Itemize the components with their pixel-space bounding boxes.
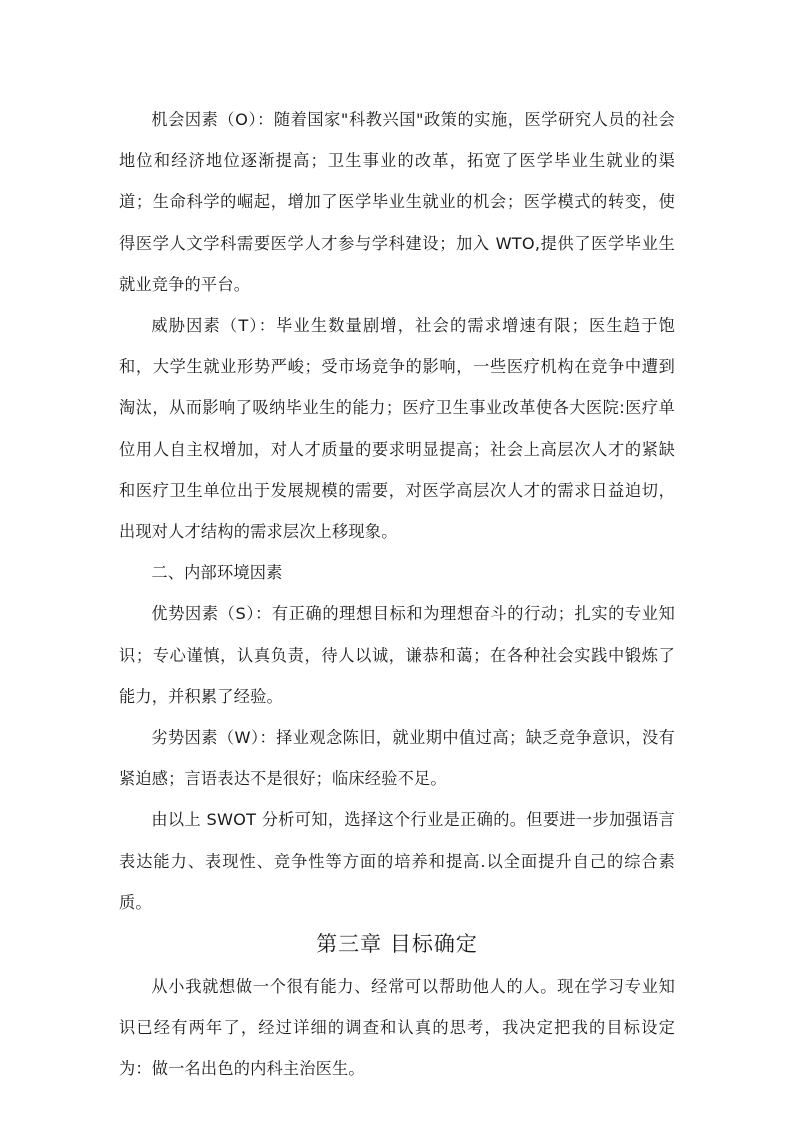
paragraph-opportunity: 机会因素（O）：随着国家"科教兴国"政策的实施，医学研究人员的社会地位和经济地位逐渐提高；卫生事业的改革，拓宽了医学毕业生就业的渠道；生命科学的崛起，增加了医学毕业生就业的机会；医学模式的转变，使得医学人文学科需要医学人才参与学科建设；加入 WTO,提供了医学毕业生就业竞争的平台。 [119,110,675,294]
section-heading-internal: 二、内部环境因素 [151,563,283,583]
paragraph-strength: 优势因素（S）：有正确的理想目标和为理想奋斗的行动；扎实的专业知识；专心谨慎，认真负责，待人以诚，谦恭和蔼；在各种社会实践中锻炼了能力，并积累了经验。 [119,604,675,706]
chapter-heading: 第三章 目标确定 [316,932,478,957]
paragraph-goal: 从小我就想做一个很有能力、经常可以帮助他人的人。现在学习专业知识已经有两年了，经过详细的调查和认真的思考，我决定把我的目标设定为：做一名出色的内科主治医生。 [119,977,675,1079]
document-body [119,99,675,1090]
paragraph-threat: 威胁因素（T）：毕业生数量剧增，社会的需求增速有限；医生趋于饱和，大学生就业形势严峻；受市场竞争的影响，一些医疗机构在竞争中遭到淘汰，从而影响了吸纳毕业生的能力；医疗卫生事业改革使各大医院:医疗单位用人自主权增加，对人才质量的要求明显提高；社会上高层次人才的紧缺和医疗卫生单位出于发展规模的需要，对医学高层次人才的需求日益迫切，出现对人才结构的需求层次上移现象。 [119,316,675,542]
paragraph-swot-summary: 由以上 SWOT 分析可知，选择这个行业是正确的。但要进一步加强语言表达能力、表现性、竞争性等方面的培养和提高.以全面提升自己的综合素质。 [119,810,675,912]
paragraph-weakness: 劣势因素（W）：择业观念陈旧，就业期中值过高；缺乏竞争意识，没有紧迫感；言语表达不是很好；临床经验不足。 [119,728,675,789]
